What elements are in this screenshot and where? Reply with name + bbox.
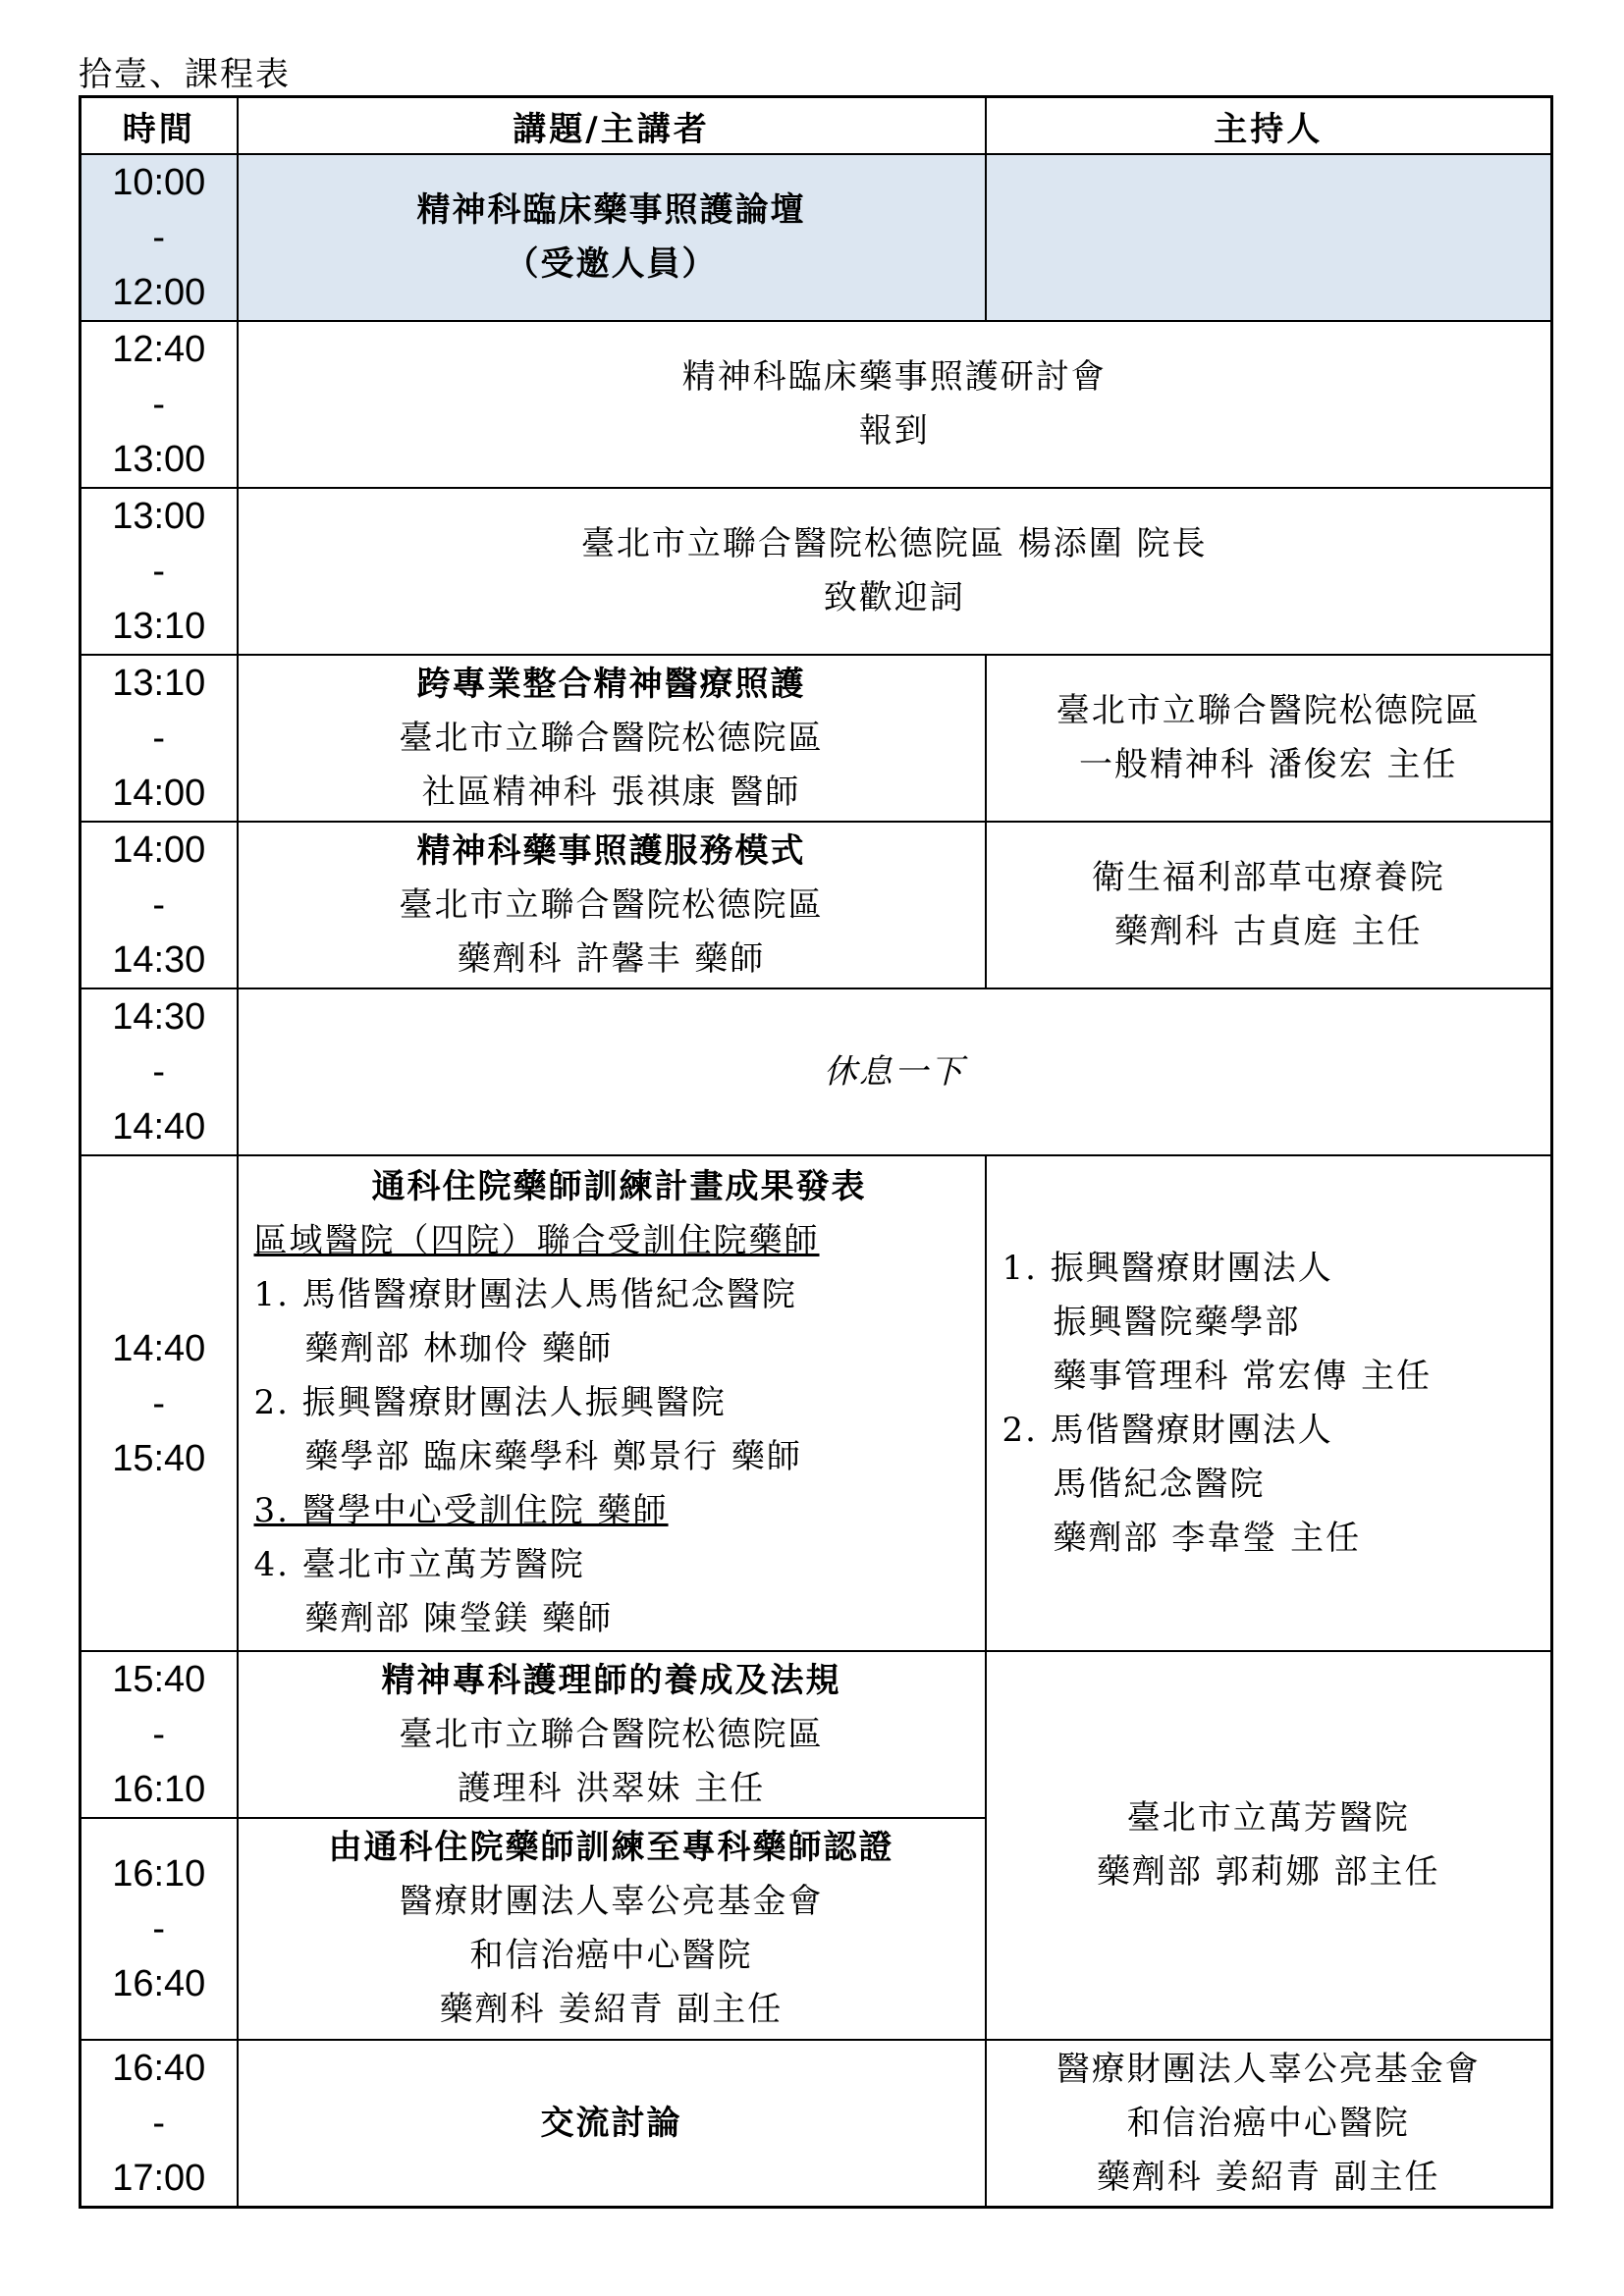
host-cell: 臺北市立聯合醫院松德院區 一般精神科 潘俊宏 主任 bbox=[986, 655, 1552, 822]
table-header-row bbox=[81, 97, 1552, 155]
header-time: 時間 bbox=[81, 97, 238, 155]
time-cell: 16:40 - 17:00 bbox=[81, 2040, 238, 2208]
table-row bbox=[81, 321, 1552, 488]
page-heading: 拾壹、課程表 bbox=[79, 55, 291, 94]
header-host: 主持人 bbox=[986, 97, 1552, 155]
table-row bbox=[81, 1651, 1552, 1818]
host-cell bbox=[986, 154, 1552, 321]
topic-cell: 通科住院藥師訓練計畫成果發表 區域醫院（四院）聯合受訓住院藥師 1. 馬偕醫療財團法人馬偕紀念醫院 藥劑部 林珈伶 藥師 2. 振興醫療財團法人振興醫院 藥學部 臨床藥學科 鄭景行 藥師 3. 醫學中心受訓住院 藥師 4. 臺北市立萬芳醫院 藥劑部 陳瑩鎂 藥師 bbox=[238, 1155, 986, 1651]
time-cell: 12:40 - 13:00 bbox=[81, 321, 238, 488]
topic-cell: 休息一下 bbox=[238, 988, 1552, 1155]
table-row bbox=[81, 988, 1552, 1155]
schedule-table bbox=[79, 95, 1553, 2209]
time-cell: 13:00 - 13:10 bbox=[81, 488, 238, 655]
topic-cell: 精神科臨床藥事照護研討會 報到 bbox=[238, 321, 1552, 488]
table-row bbox=[81, 488, 1552, 655]
table-row bbox=[81, 1155, 1552, 1651]
host-cell: 衛生福利部草屯療養院 藥劑科 古貞庭 主任 bbox=[986, 822, 1552, 988]
host-cell: 臺北市立萬芳醫院 藥劑部 郭莉娜 部主任 bbox=[986, 1651, 1552, 2040]
time-cell: 13:10 - 14:00 bbox=[81, 655, 238, 822]
topic-cell: 精神專科護理師的養成及法規 臺北市立聯合醫院松德院區 護理科 洪翠妹 主任 bbox=[238, 1651, 986, 1818]
time-cell: 14:40 - 15:40 bbox=[81, 1155, 238, 1651]
topic-cell: 由通科住院藥師訓練至專科藥師認證 醫療財團法人辜公亮基金會 和信治癌中心醫院 藥劑科 姜紹青 副主任 bbox=[238, 1818, 986, 2040]
time-cell: 16:10 - 16:40 bbox=[81, 1818, 238, 2040]
host-cell: 醫療財團法人辜公亮基金會 和信治癌中心醫院 藥劑科 姜紹青 副主任 bbox=[986, 2040, 1552, 2208]
time-cell: 14:30 - 14:40 bbox=[81, 988, 238, 1155]
table-row bbox=[81, 822, 1552, 988]
topic-cell: 跨專業整合精神醫療照護 臺北市立聯合醫院松德院區 社區精神科 張祺康 醫師 bbox=[238, 655, 986, 822]
time-cell: 14:00 - 14:30 bbox=[81, 822, 238, 988]
time-cell: 10:00 - 12:00 bbox=[81, 154, 238, 321]
topic-cell: 精神科臨床藥事照護論壇 （受邀人員） bbox=[238, 154, 986, 321]
topic-cell: 精神科藥事照護服務模式 臺北市立聯合醫院松德院區 藥劑科 許馨丰 藥師 bbox=[238, 822, 986, 988]
table-row bbox=[81, 655, 1552, 822]
table-row bbox=[81, 2040, 1552, 2208]
topic-cell: 臺北市立聯合醫院松德院區 楊添圍 院長 致歡迎詞 bbox=[238, 488, 1552, 655]
header-topic: 講題/主講者 bbox=[238, 97, 986, 155]
host-cell: 1. 振興醫療財團法人 振興醫院藥學部 藥事管理科 常宏傳 主任 2. 馬偕醫療財團法人 馬偕紀念醫院 藥劑部 李韋瑩 主任 bbox=[986, 1155, 1552, 1651]
topic-cell: 交流討論 bbox=[238, 2040, 986, 2208]
table-row bbox=[81, 154, 1552, 321]
time-cell: 15:40 - 16:10 bbox=[81, 1651, 238, 1818]
